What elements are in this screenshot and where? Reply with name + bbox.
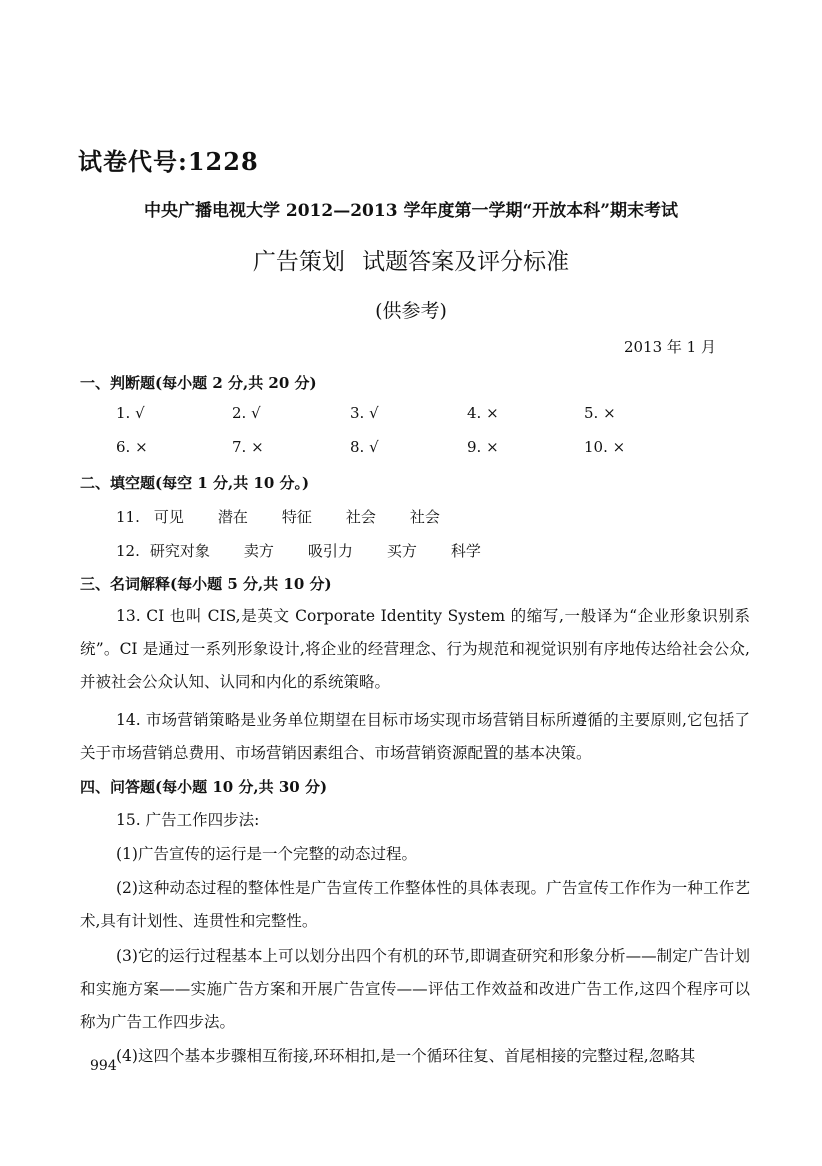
answer-3: 3. √: [350, 404, 379, 422]
fill-row-12: [116, 540, 515, 561]
section1-heading: 一、判断题(每小题 2 分,共 20 分): [80, 374, 317, 392]
fill-answer: 卖方: [243, 542, 274, 560]
answer-10: 10. ×: [584, 438, 626, 456]
page-number: 994: [90, 1058, 117, 1074]
institution-line: 中央广播电视大学 2012—2013 学年度第一学期“开放本科”期末考试: [143, 201, 679, 221]
answer-15-point-3: (3)它的运行过程基本上可以划分出四个有机的环节,即调查研究和形象分析——制定广告计划和实施方案——实施广告方案和开展广告宣传——评估工作效益和改进广告工作,这四个程序可以称为广告工作四步法。: [80, 947, 750, 1031]
document-title: 广告策划 试题答案及评分标准: [252, 249, 570, 275]
fill-answer: 社会: [345, 508, 376, 526]
fill-answer: 科学: [450, 542, 481, 560]
section2-heading: 二、填空题(每空 1 分,共 10 分。): [80, 474, 310, 492]
fill-answer: 买方: [386, 542, 417, 560]
section3-heading: 三、名词解释(每小题 5 分,共 10 分): [80, 575, 332, 593]
fill-answer: 研究对象: [149, 542, 210, 560]
answer-6: 6. ×: [116, 438, 148, 456]
answer-13: 13. CI 也叫 CIS,是英文 Corporate Identity System 的缩写,一般译为“企业形象识别系统”。CI 是通过一系列形象设计,将企业的经营理念、行为规范和视觉识别有序地传达给社会公众,并被社会公众认知、认同和内化的系统策略。: [80, 607, 750, 691]
answer-5: 5. ×: [584, 404, 616, 422]
answer-15-intro: 15. 广告工作四步法:: [116, 811, 260, 829]
fill-answer: 潜在: [217, 508, 248, 526]
reference-note: (供参考): [375, 300, 447, 322]
question-number: 12.: [116, 542, 140, 560]
answer-14: 14. 市场营销策略是业务单位期望在目标市场实现市场营销目标所遵循的主要原则,它包括了关于市场营销总费用、市场营销因素组合、市场营销资源配置的基本决策。: [80, 711, 750, 762]
fill-answer: 吸引力: [307, 542, 353, 560]
section4-heading: 四、问答题(每小题 10 分,共 30 分): [80, 778, 328, 796]
fill-answer: 可见: [153, 508, 184, 526]
exam-date: 2013 年 1 月: [623, 338, 716, 356]
fill-answer: 社会: [409, 508, 440, 526]
answer-4: 4. ×: [467, 404, 499, 422]
fill-row-11: [116, 506, 474, 527]
answer-1: 1. √: [116, 404, 145, 422]
answer-15-point-4: (4)这四个基本步骤相互衔接,环环相扣,是一个循环往复、首尾相接的完整过程,忽略其: [116, 1047, 696, 1065]
question-number: 11.: [116, 508, 140, 526]
fill-answer: 特征: [281, 508, 312, 526]
answer-2: 2. √: [232, 404, 261, 422]
answer-7: 7. ×: [232, 438, 264, 456]
answer-15-point-1: (1)广告宣传的运行是一个完整的动态过程。: [116, 845, 417, 863]
answer-8: 8. √: [350, 438, 379, 456]
answer-9: 9. ×: [467, 438, 499, 456]
paper-code: 试卷代号:1228: [78, 147, 259, 176]
answer-15-point-2: (2)这种动态过程的整体性是广告宣传工作整体性的具体表现。广告宣传工作作为一种工作艺术,具有计划性、连贯性和完整性。: [80, 879, 750, 930]
